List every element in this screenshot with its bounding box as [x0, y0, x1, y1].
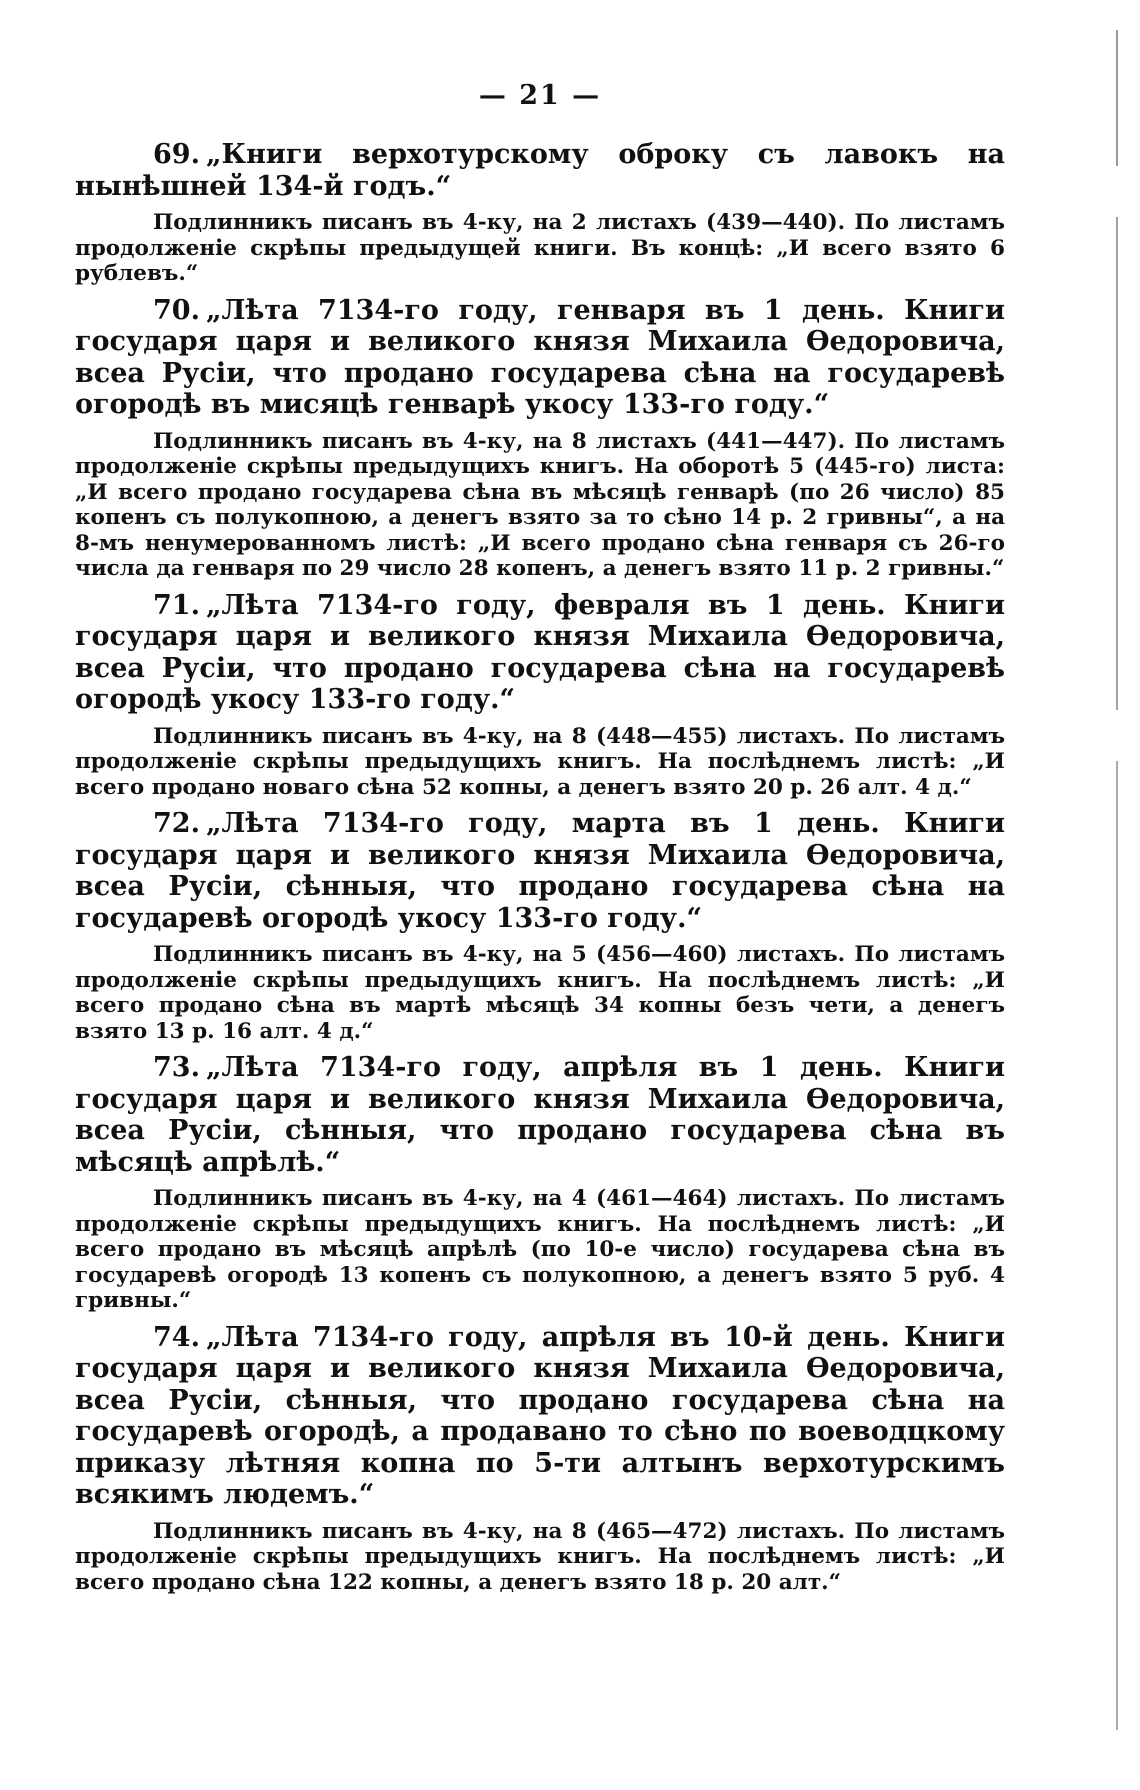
entry-title [75, 808, 1005, 934]
entry-title-text: „Лѣта 7134-го году, апрѣля въ 1 день. Книги государя царя и великого князя Михаила Ѳедоровича, всеа Русіи, сѣнныя, что продано государева сѣна въ мѣсяцѣ апрѣлѣ.“ [75, 1052, 1005, 1178]
entry-title-text: „Лѣта 7134-го году, апрѣля въ 10-й день. Книги государя царя и великого князя Михаила Ѳедоровича, всеа Русіи, сѣнныя, что продано государева сѣна на государевѣ огородѣ, а продавано то сѣно по воеводцкому приказу лѣтняя копна по 5-ти алтынъ верхотурскимъ всякимъ людемъ.“ [75, 1321, 1005, 1510]
entry-note: Подлинникъ писанъ въ 4-ку, на 8 листахъ (441—447). По листамъ продолженіе скрѣпы предыдущихъ книгъ. На оборотѣ 5 (445-го) листа: „И всего продано государева сѣна въ мѣсяцѣ генварѣ (по 26 число) 85 копенъ съ полукопною, а денегъ взято за то сѣно 14 р. 2 гривны“, а на 8-мъ ненумерованномъ листѣ: „И всего продано сѣна генваря съ 26-го числа да генваря по 29 число 28 копенъ, а денегъ взято 11 р. 2 гривны.“ [75, 428, 1005, 581]
entry-title [75, 139, 1005, 202]
entry-number: 71. [153, 589, 200, 621]
entry-number: 69. [153, 139, 200, 170]
entry-72 [75, 808, 1005, 1044]
entry-73 [75, 1052, 1005, 1314]
page-number: — 21 — [478, 80, 602, 111]
entry-title-text: „Лѣта 7134-го году, февраля въ 1 день. Книги государя царя и великого князя Михаила Ѳедоровича, всеа Русіи, что продано государева сѣна на государевѣ огородѣ укосу 133-го году.“ [75, 589, 1005, 715]
entry-note: Подлинникъ писанъ въ 4-ку, на 5 (456—460) листахъ. По листамъ продолженіе скрѣпы предыдущихъ книгъ. На послѣднемъ листѣ: „И всего продано сѣна въ мартѣ мѣсяцѣ 34 копны безъ чети, а денегъ взято 13 р. 16 алт. 4 д.“ [75, 942, 1005, 1044]
entry-number: 72. [153, 808, 200, 839]
entry-note: Подлинникъ писанъ въ 4-ку, на 2 листахъ (439—440). По листамъ продолженіе скрѣпы предыдущей книги. Въ концѣ: „И всего взято 6 рублевъ.“ [75, 210, 1005, 286]
entry-70 [75, 295, 1005, 582]
entry-note: Подлинникъ писанъ въ 4-ку, на 4 (461—464) листахъ. По листамъ продолженіе скрѣпы предыдущихъ книгъ. На послѣднемъ листѣ: „И всего продано въ мѣсяцѣ апрѣлѣ (по 10-е число) государева сѣна въ государевѣ огородѣ 13 копенъ съ полукопною, а денегъ взято 5 руб. 4 гривны.“ [75, 1186, 1005, 1313]
entry-note: Подлинникъ писанъ въ 4-ку, на 8 (465—472) листахъ. По листамъ продолженіе скрѣпы предыдущихъ книгъ. На послѣднемъ листѣ: „И всего продано сѣна 122 копны, а денегъ взято 18 р. 20 алт.“ [75, 1518, 1005, 1595]
page-edge-shadow [1116, 30, 1118, 1730]
entry-title-text: „Лѣта 7134-го году, марта въ 1 день. Книги государя царя и великого князя Михаила Ѳедоровича, всеа Русіи, сѣнныя, что продано государева сѣна на государевѣ огородѣ укосу 133-го году.“ [75, 808, 1005, 934]
entry-title [75, 1322, 1005, 1511]
entry-number: 74. [153, 1321, 200, 1353]
entry-note: Подлинникъ писанъ въ 4-ку, на 8 (448—455) листахъ. По листамъ продолженіе скрѣпы предыдущихъ книгъ. На послѣднемъ листѣ: „И всего продано новаго сѣна 52 копны, а денегъ взято 20 р. 26 алт. 4 д.“ [75, 723, 1005, 800]
entry-74 [75, 1322, 1005, 1596]
entry-71 [75, 590, 1005, 801]
entry-title [75, 590, 1005, 716]
entry-title-text: „Лѣта 7134-го году, генваря въ 1 день. Книги государя царя и великого князя Михаила Ѳедоровича, всеа Русіи, что продано государева сѣна на государевѣ огородѣ въ мисяцѣ генварѣ укосу 133-го году.“ [75, 294, 1005, 420]
entry-title [75, 295, 1005, 421]
entry-number: 73. [153, 1052, 200, 1083]
entry-number: 70. [153, 294, 200, 326]
entry-title-text: „Книги верхотурскому оброку съ лавокъ на нынѣшней 134-й годъ.“ [75, 139, 1005, 202]
entry-69 [75, 139, 1005, 287]
document-page [75, 80, 1005, 1603]
entry-title [75, 1052, 1005, 1178]
